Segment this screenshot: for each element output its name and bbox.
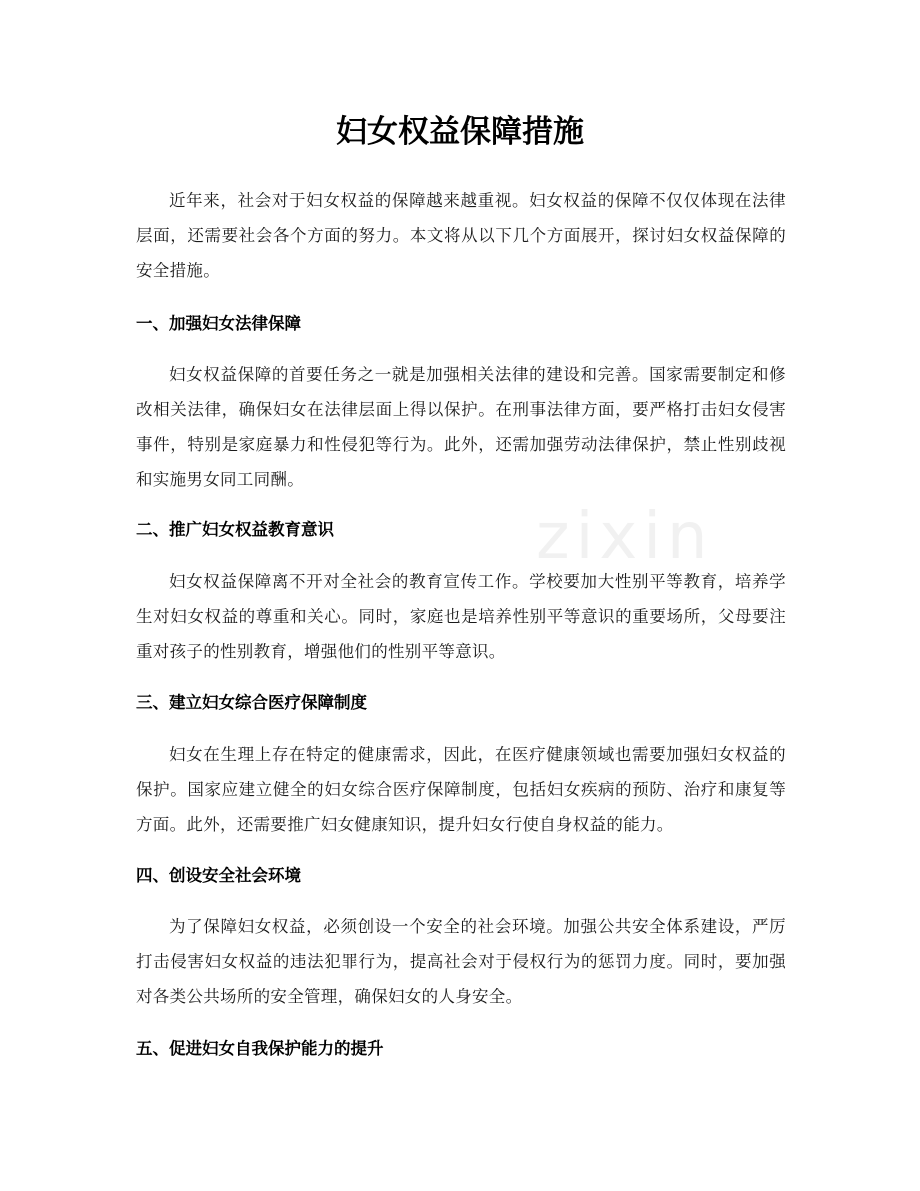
section-body-1: 妇女权益保障的首要任务之一就是加强相关法律的建设和完善。国家需要制定和修改相关法律，确保妇女在法律层面上得以保护。在刑事法律方面，要严格打击妇女侵害事件，特别是家庭暴力和性侵犯等行为。此外，还需加强劳动法律保护，禁止性别歧视和实施男女同工同酬。 <box>136 365 786 489</box>
section-heading-4: 四、创设安全社会环境 <box>136 866 301 885</box>
section-heading-3: 三、建立妇女综合医疗保障制度 <box>136 693 367 712</box>
watermark: zixin <box>536 500 714 574</box>
section-body-3: 妇女在生理上存在特定的健康需求，因此，在医疗健康领域也需要加强妇女权益的保护。国家应建立健全的妇女综合医疗保障制度，包括妇女疾病的预防、治疗和康复等方面。此外，还需要推广妇女健康知识，提升妇女行使自身权益的能力。 <box>136 745 786 834</box>
section-body-4: 为了保障妇女权益，必须创设一个安全的社会环境。加强公共安全体系建设，严厉打击侵害妇女权益的违法犯罪行为，提高社会对于侵权行为的惩罚力度。同时，要加强对各类公共场所的安全管理，确保妇女的人身安全。 <box>136 917 786 1006</box>
section-heading-2: 二、推广妇女权益教育意识 <box>136 520 334 539</box>
intro-paragraph: 近年来，社会对于妇女权益的保障越来越重视。妇女权益的保障不仅仅体现在法律层面，还需要社会各个方面的努力。本文将从以下几个方面展开，探讨妇女权益保障的安全措施。 <box>136 191 786 280</box>
page-title: 妇女权益保障措施 <box>336 114 584 150</box>
section-body-2: 妇女权益保障离不开对全社会的教育宣传工作。学校要加大性别平等教育，培养学生对妇女权益的尊重和关心。同时，家庭也是培养性别平等意识的重要场所，父母要注重对孩子的性别教育，增强他们的性别平等意识。 <box>136 572 786 661</box>
section-heading-1: 一、加强妇女法律保障 <box>136 314 301 333</box>
section-heading-5: 五、促进妇女自我保护能力的提升 <box>136 1039 384 1058</box>
